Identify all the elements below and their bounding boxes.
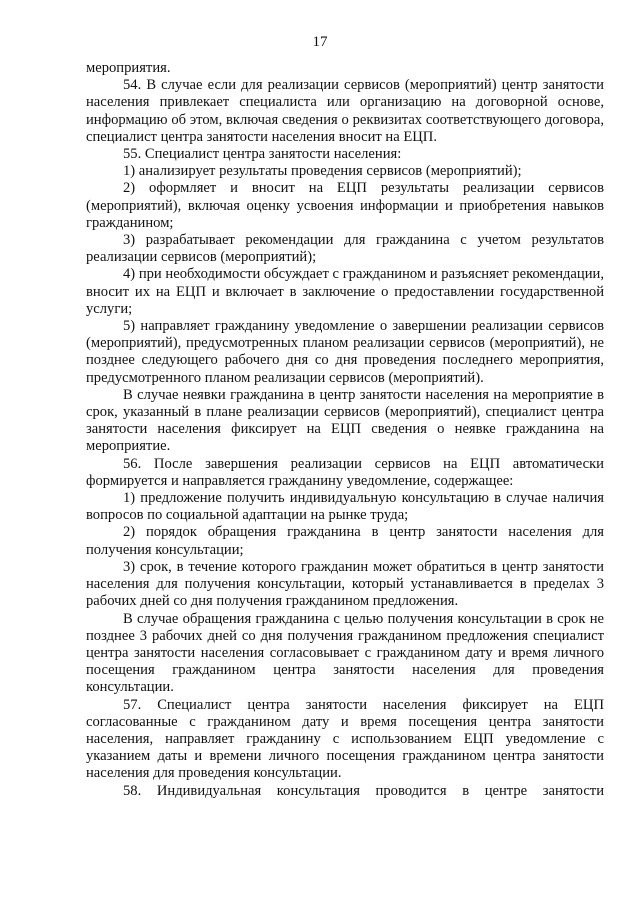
paragraph: 5) направляет гражданину уведомление о завершении реализации сервисов (мероприятий), предусмотренных планом реализации сервисов (мероприятий), не позднее следующего рабочего дня со дня проведения последнего мероприятия, предусмотренного планом реализации сервисов (мероприятий). [86, 318, 604, 386]
paragraph: 2) порядок обращения гражданина в центр занятости населения для получения консультации; [86, 524, 604, 558]
paragraph: 1) анализирует результаты проведения сервисов (мероприятий); [123, 163, 522, 180]
paragraph: 2) оформляет и вносит на ЕЦП результаты реализации сервисов (мероприятий), включая оценку усвоения информации и приобретения навыков гражданином; [86, 180, 604, 231]
paragraph: В случае обращения гражданина с целью получения консультации в срок не позднее 3 рабочих дней со дня получения гражданином предложения специалист центра занятости населения согласовывает с гражданином дату и время личного посещения гражданином центра занятости населения для проведения консультации. [86, 610, 604, 696]
document-body [86, 60, 604, 800]
paragraph: 56. После завершения реализации сервисов на ЕЦП автоматически формируется и направляется гражданину уведомление, содержащее: [86, 455, 604, 489]
paragraph: 57. Специалист центра занятости населения фиксирует на ЕЦП согласованные с гражданином дату и время посещения центра занятости населения, направляет гражданину с использованием ЕЦП уведомление с указанием даты и времени личного посещения гражданином центра занятости населения для проведения консультации. [86, 696, 604, 782]
paragraph: 58. Индивидуальная консультация проводится в центре занятости [123, 782, 604, 799]
paragraph: 3) срок, в течение которого гражданин может обратиться в центр занятости населения для получения консультации, который устанавливается в пределах 3 рабочих дней со дня получения гражданином предложения. [86, 558, 604, 610]
paragraph: 3) разрабатывает рекомендации для гражданина с учетом результатов реализации сервисов (мероприятий); [86, 232, 604, 266]
page-number: 17 [312, 34, 328, 50]
paragraph: 55. Специалист центра занятости населения: [123, 146, 402, 163]
paragraph: В случае неявки гражданина в центр занятости населения на мероприятие в срок, указанный в плане реализации сервисов (мероприятий), специалист центра занятости населения фиксирует на ЕЦП сведения о неявке гражданина на мероприятие. [86, 386, 604, 455]
paragraph: 1) предложение получить индивидуальную консультацию в случае наличия вопросов по социальной адаптации на рынке труда; [86, 490, 604, 524]
paragraph: 4) при необходимости обсуждает с гражданином и разъясняет рекомендации, вносит их на ЕЦП и включает в заключение о предоставлении государственной услуги; [86, 266, 604, 317]
paragraph: 54. В случае если для реализации сервисов (мероприятий) центр занятости населения привлекает специалиста или организацию на договорной основе, информацию об этом, включая сведения о реквизитах соответствующего договора, специалист центра занятости населения вносит на ЕЦП. [86, 77, 604, 145]
paragraph: мероприятия. [86, 60, 171, 76]
